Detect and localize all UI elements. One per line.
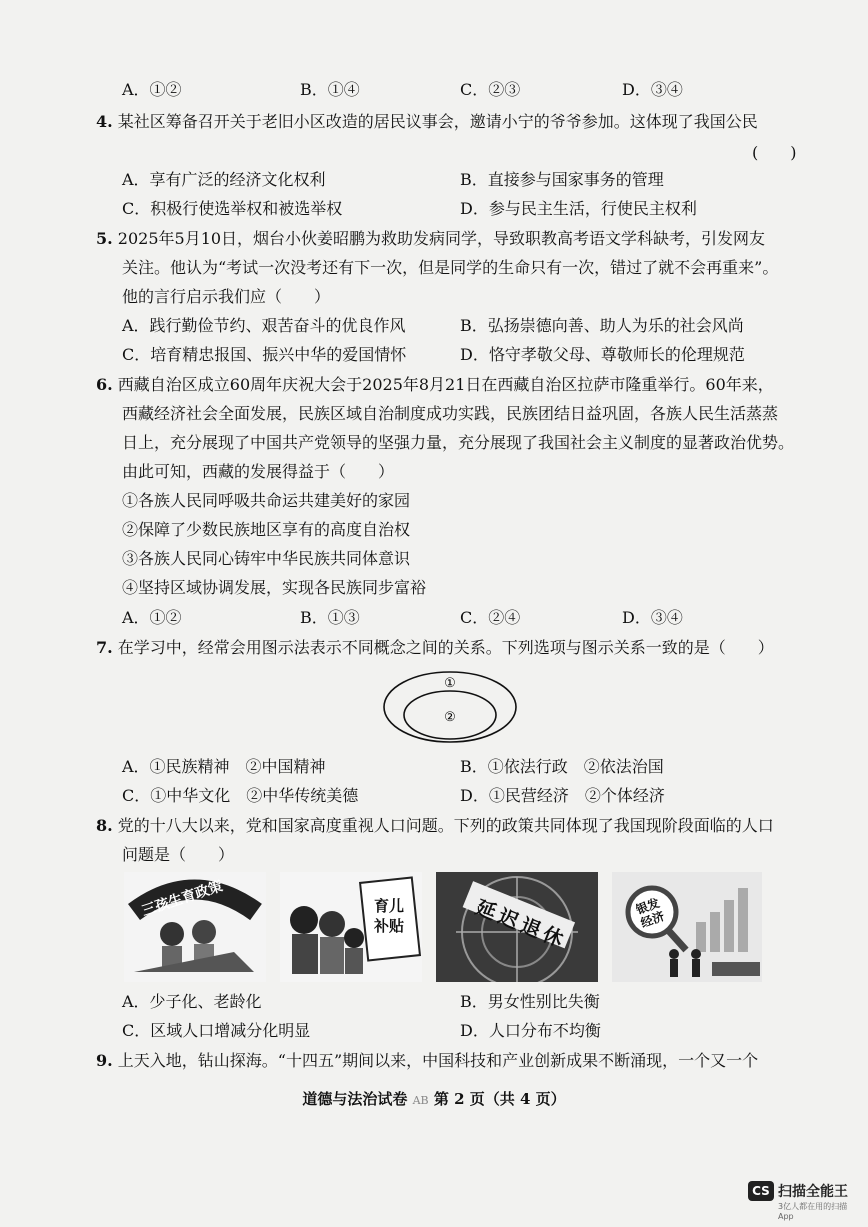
q3-option-d: D．③④ — [622, 80, 683, 99]
q7-option-d: D．①民营经济 ②个体经济 — [460, 786, 665, 805]
q5-option-c: C．培育精忠报国、振兴中华的爱国情怀 — [122, 345, 407, 364]
q6-item-2: ②保障了少数民族地区享有的高度自治权 — [122, 520, 411, 539]
camscanner-logo — [748, 1181, 858, 1221]
outer-label: ① — [444, 676, 456, 691]
q7-option-a: A．①民族精神 ②中国精神 — [122, 757, 326, 776]
q8-image-childcare-subsidy — [280, 872, 422, 982]
q8-option-d: D．人口分布不均衡 — [460, 1021, 601, 1040]
q5-option-b: B．弘扬崇德向善、助人为乐的社会风尚 — [460, 316, 744, 335]
q8-image-delayed-retirement — [436, 872, 598, 982]
q6-option-b: B．①③ — [300, 608, 360, 627]
q6-stem-line2: 西藏经济社会全面发展，民族区域自治制度成功实践，民族团结日益巩固，各族人民生活蒸蒸 — [122, 404, 779, 423]
q5-stem-line1: 5. 2025年5月10日，烟台小伙姜昭鹏为救助发病同学，导致职教高考语文学科缺考，引发网友 — [96, 229, 766, 248]
q6-number: 6. — [96, 375, 113, 394]
q8-number: 8. — [96, 816, 113, 835]
inner-label: ② — [444, 710, 456, 725]
q6-item-1: ①各族人民同呼吸共命运共建美好的家园 — [122, 491, 411, 510]
q4-number: 4. — [96, 112, 113, 131]
q3-option-a: A．①② — [122, 80, 182, 99]
q5-option-a: A．践行勤俭节约、艰苦奋斗的优良作风 — [122, 316, 406, 335]
q4-option-a: A．享有广泛的经济文化权利 — [122, 170, 326, 189]
q8-image-three-child-policy — [124, 872, 266, 982]
q3-option-b: B．①④ — [300, 80, 360, 99]
q4-stem — [96, 112, 758, 132]
image-caption-3: 延迟退休 — [472, 894, 571, 953]
q7-option-b: B．①依法行政 ②依法治国 — [460, 757, 664, 776]
q6-item-3: ③各族人民同心铸牢中华民族共同体意识 — [122, 549, 411, 568]
footer-ab-mark: AB — [412, 1094, 429, 1107]
q7-venn-diagram — [382, 670, 518, 744]
q8-image-silver-economy — [612, 872, 762, 982]
q8-stem-line1: 8. 党的十八大以来，党和国家高度重视人口问题。下列的政策共同体现了我国现阶段面临的人口 — [96, 816, 774, 835]
q8-option-b: B．男女性别比失衡 — [460, 992, 600, 1011]
q5-stem-line3: 他的言行启示我们应（ ） — [122, 287, 331, 306]
camscanner-badge: CS — [748, 1181, 774, 1201]
q8-option-c: C．区域人口增减分化明显 — [122, 1021, 311, 1040]
camscanner-tagline: 3亿人都在用的扫描App — [778, 1202, 848, 1221]
q4-text: 某社区筹备召开关于老旧小区改造的居民议事会，邀请小宁的爷爷参加。这体现了我国公民 — [117, 112, 758, 131]
image-caption-4: 银发经济 — [634, 895, 667, 931]
q4-option-d: D．参与民主生活，行使民主权利 — [460, 199, 697, 218]
q6-item-4: ④坚持区域协调发展，实现各民族同步富裕 — [122, 578, 427, 597]
q6-stem-line4: 由此可知，西藏的发展得益于（ ） — [122, 462, 395, 481]
q7-option-c: C．①中华文化 ②中华传统美德 — [122, 786, 359, 805]
q8-stem-line2: 问题是（ ） — [122, 845, 235, 864]
q6-option-d: D．③④ — [622, 608, 683, 627]
q9-stem: 9. 上天入地，钻山探海。“十四五”期间以来，中国科技和产业创新成果不断涌现，一个又一个 — [96, 1051, 759, 1070]
footer-title: 道德与法治试卷 — [302, 1090, 408, 1108]
q5-option-d: D．恪守孝敬父母、尊敬师长的伦理规范 — [460, 345, 745, 364]
q5-stem-line2: 关注。他认为“考试一次没考还有下一次，但是同学的生命只有一次，错过了就不会再重来”。 — [122, 258, 779, 277]
q6-stem-line3: 日上，充分展现了中国共产党领导的坚强力量，充分展现了我国社会主义制度的显著政治优势。 — [122, 433, 795, 452]
image-caption-2: 育儿补贴 — [374, 897, 405, 935]
q3-option-c: C．②③ — [460, 80, 521, 99]
q6-option-a: A．①② — [122, 608, 182, 627]
page-footer — [0, 1088, 868, 1109]
q7-number: 7. — [96, 638, 113, 657]
q8-option-a: A．少子化、老龄化 — [122, 992, 262, 1011]
q6-stem-line1: 6. 西藏自治区成立60周年庆祝大会于2025年8月21日在西藏自治区拉萨市隆重举行。60年来， — [96, 375, 774, 394]
q6-option-c: C．②④ — [460, 608, 521, 627]
silver-economy-illustration — [612, 872, 762, 982]
q4-option-b: B．直接参与国家事务的管理 — [460, 170, 664, 189]
q4-option-c: C．积极行使选举权和被选举权 — [122, 199, 343, 218]
q4-answer-paren: ( ) — [752, 143, 797, 162]
image-caption-1: 三孩生育政策 — [139, 878, 225, 920]
q9-number: 9. — [96, 1051, 113, 1070]
footer-page-number: 第 2 页（共 4 页） — [433, 1090, 566, 1108]
camscanner-name: 扫描全能王 — [778, 1184, 848, 1200]
q7-stem: 7. 在学习中，经常会用图示法表示不同概念之间的关系。下列选项与图示关系一致的是（ ） — [96, 638, 774, 657]
q5-number: 5. — [96, 229, 113, 248]
